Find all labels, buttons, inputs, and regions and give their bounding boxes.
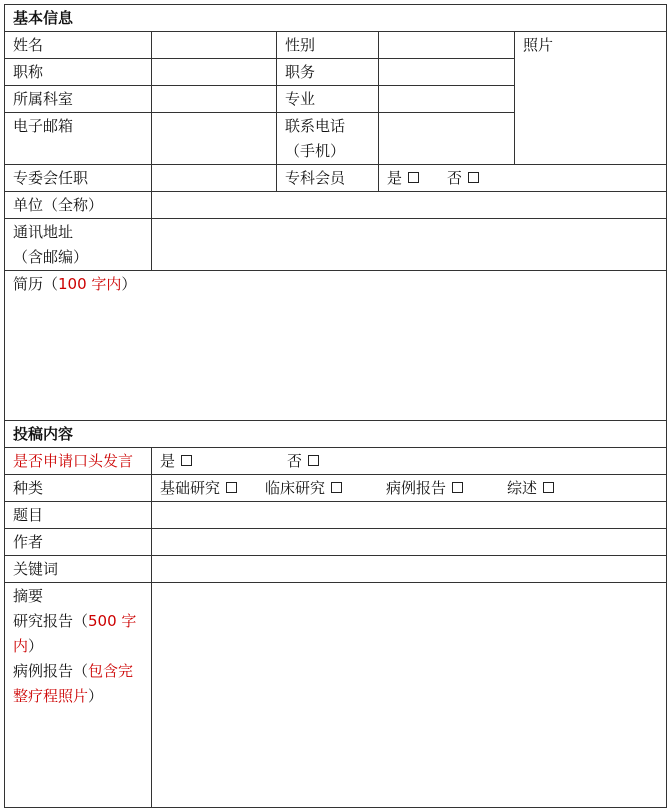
research-report-note: 研究报告（500 字 (13, 612, 137, 630)
category-case-checkbox[interactable] (452, 482, 463, 493)
oral-yes-checkbox[interactable] (181, 455, 192, 466)
name-field[interactable] (152, 32, 277, 59)
address-label (5, 219, 152, 271)
specialty-field[interactable] (379, 86, 515, 113)
gender-label: 性别 (277, 32, 379, 59)
abstract-title: 摘要 (13, 587, 44, 605)
title-field[interactable] (152, 59, 277, 86)
position-label: 职务 (277, 59, 379, 86)
phone-label-line1: 联系电话 (285, 117, 346, 135)
category-basic-checkbox[interactable] (226, 482, 237, 493)
member-no-checkbox[interactable] (468, 172, 479, 183)
oral-no-checkbox[interactable] (308, 455, 319, 466)
keywords-field[interactable] (152, 556, 667, 583)
category-clinical-checkbox[interactable] (331, 482, 342, 493)
resume-field[interactable] (5, 271, 667, 421)
address-label-line1: 通讯地址 (13, 223, 74, 241)
address-field[interactable] (152, 219, 667, 271)
specialty-label: 专业 (277, 86, 379, 113)
email-label: 电子邮箱 (5, 113, 152, 165)
author-field[interactable] (152, 529, 667, 556)
unit-field[interactable] (152, 192, 667, 219)
member-yes-option[interactable]: 是 (387, 166, 419, 191)
category-review-option[interactable]: 综述 (507, 476, 554, 501)
resume-limit: 100 字内 (58, 275, 122, 293)
author-label: 作者 (5, 529, 152, 556)
photo-label: 照片 (523, 36, 554, 54)
oral-presentation-options (152, 448, 667, 475)
category-basic-option[interactable]: 基础研究 (160, 476, 237, 501)
address-label-line2: （含邮编） (13, 248, 89, 266)
department-label: 所属科室 (5, 86, 152, 113)
phone-field[interactable] (379, 113, 515, 165)
topic-field[interactable] (152, 502, 667, 529)
position-field[interactable] (379, 59, 515, 86)
category-case-option[interactable]: 病例报告 (386, 476, 463, 501)
oral-presentation-label: 是否申请口头发言 (5, 448, 152, 475)
unit-label: 单位（全称） (5, 192, 152, 219)
category-label: 种类 (5, 475, 152, 502)
research-report-note-end: 内） (13, 637, 44, 655)
oral-yes-option[interactable]: 是 (160, 449, 192, 474)
abstract-field[interactable] (152, 583, 667, 808)
topic-label: 题目 (5, 502, 152, 529)
member-yes-checkbox[interactable] (408, 172, 419, 183)
phone-label (277, 113, 379, 165)
department-field[interactable] (152, 86, 277, 113)
name-label: 姓名 (5, 32, 152, 59)
category-clinical-option[interactable]: 临床研究 (265, 476, 342, 501)
member-label: 专科会员 (277, 165, 379, 192)
case-report-note-end: 整疗程照片） (13, 687, 104, 705)
case-report-note: 病例报告（包含完 (13, 662, 134, 680)
committee-field[interactable] (152, 165, 277, 192)
member-options (379, 165, 667, 192)
resume-label: 简历（ (13, 275, 59, 293)
gender-field[interactable] (379, 32, 515, 59)
title-label: 职称 (5, 59, 152, 86)
submission-header: 投稿内容 (5, 421, 667, 448)
keywords-label: 关键词 (5, 556, 152, 583)
email-field[interactable] (152, 113, 277, 165)
category-options (152, 475, 667, 502)
category-review-checkbox[interactable] (543, 482, 554, 493)
basic-info-header: 基本信息 (5, 5, 667, 32)
oral-no-option[interactable]: 否 (287, 449, 319, 474)
member-no-option[interactable]: 否 (447, 166, 479, 191)
abstract-label (5, 583, 152, 808)
registration-form (4, 4, 667, 808)
resume-label-end: ） (121, 275, 137, 293)
photo-cell[interactable] (515, 32, 667, 165)
committee-label: 专委会任职 (5, 165, 152, 192)
phone-label-line2: （手机） (285, 142, 346, 160)
